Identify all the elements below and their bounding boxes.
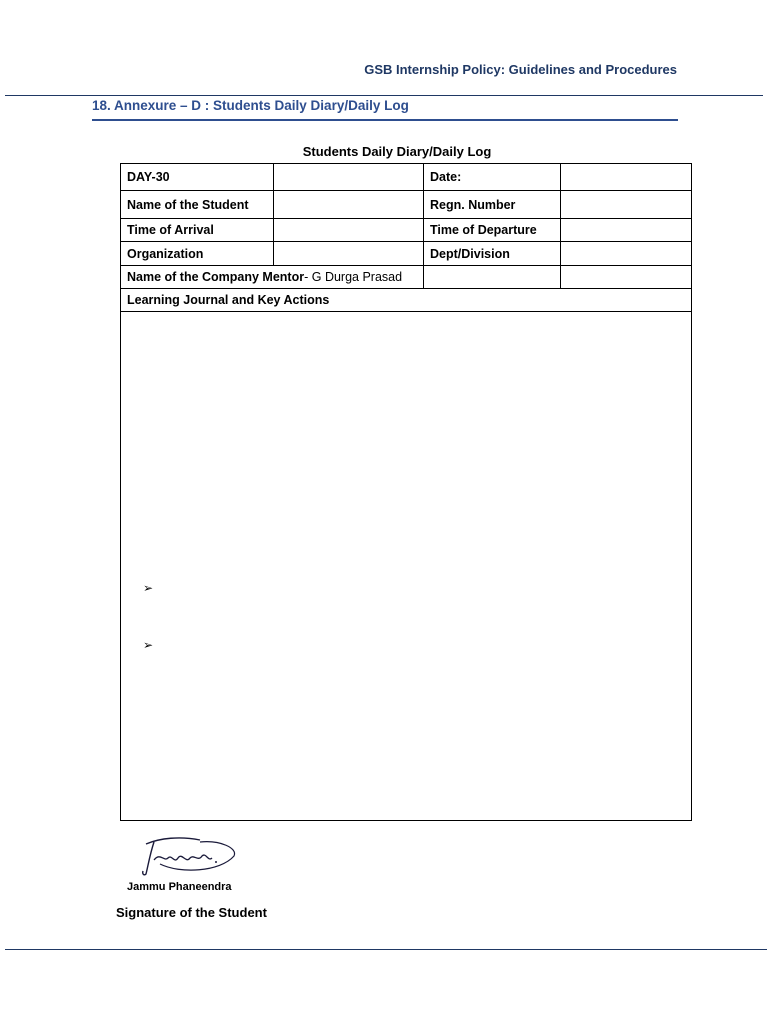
signature-label: Signature of the Student: [116, 905, 267, 920]
journal-label: Learning Journal and Key Actions: [121, 289, 692, 312]
mentor-cell: [121, 266, 424, 289]
student-name-label: Name of the Student: [121, 191, 274, 219]
header-divider: [5, 95, 763, 96]
mentor-label: Name of the Company Mentor: [127, 270, 305, 284]
table-row: [121, 164, 692, 191]
date-value-cell[interactable]: [561, 164, 692, 191]
daily-log-table: [120, 163, 692, 821]
footer-divider: [5, 949, 767, 950]
handwritten-signature: [140, 834, 238, 878]
section-heading: 18. Annexure – D : Students Daily Diary/Daily Log: [92, 98, 409, 113]
student-name-value-cell[interactable]: [274, 191, 424, 219]
table-row: [121, 242, 692, 266]
table-row: [121, 312, 692, 821]
day-value-cell[interactable]: [274, 164, 424, 191]
section-heading-underline: [92, 119, 678, 121]
arrival-time-value-cell[interactable]: [274, 219, 424, 242]
regn-number-value-cell[interactable]: [561, 191, 692, 219]
arrow-bullet-icon: ➢: [143, 638, 154, 652]
dept-division-label: Dept/Division: [424, 242, 561, 266]
arrival-time-label: Time of Arrival: [121, 219, 274, 242]
signer-name: Jammu Phaneendra: [127, 881, 232, 893]
mentor-name: - G Durga Prasad: [304, 270, 403, 284]
form-title: Students Daily Diary/Daily Log: [302, 144, 492, 159]
mentor-extra-cell[interactable]: [424, 266, 561, 289]
date-label: Date:: [424, 164, 561, 191]
arrow-bullet-icon: ➢: [143, 581, 154, 595]
departure-time-label: Time of Departure: [424, 219, 561, 242]
dept-division-value-cell[interactable]: [561, 242, 692, 266]
journal-entry-area[interactable]: [121, 312, 692, 821]
day-label: DAY-30: [121, 164, 274, 191]
departure-time-value-cell[interactable]: [561, 219, 692, 242]
mentor-extra-cell[interactable]: [561, 266, 692, 289]
regn-number-label: Regn. Number: [424, 191, 561, 219]
table-row: [121, 219, 692, 242]
table-row: [121, 289, 692, 312]
organization-label: Organization: [121, 242, 274, 266]
organization-value-cell[interactable]: [274, 242, 424, 266]
table-row: [121, 266, 692, 289]
running-header-title: GSB Internship Policy: Guidelines and Procedures: [364, 62, 677, 77]
table-row: [121, 191, 692, 219]
